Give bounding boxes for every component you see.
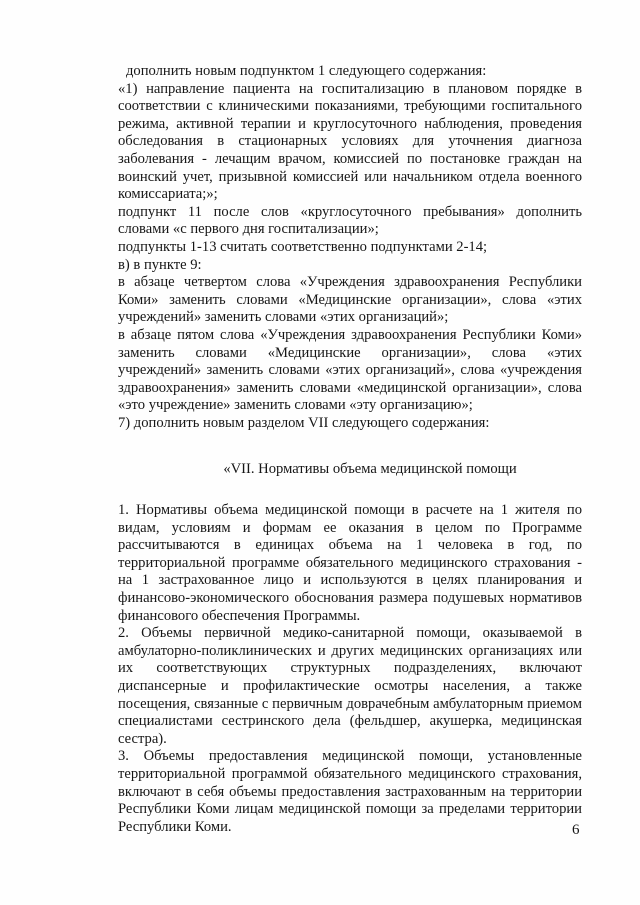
section-paragraph-1: 1. Нормативы объема медицинской помощи в расчете на 1 жителя по видам, условиям и формам ее оказания в целом по Программе рассчитываются в единицах объема на 1 человека в год, по территориальной программе обязательного медицинского страхования - на 1 застрахованное лицо и используются в целях планирования и финансово-экономического обоснования размера подушевых нормативов финансового обеспечения Программы. bbox=[118, 502, 582, 624]
paragraph-intro-7: в абзаце пятом слова «Учреждения здравоохранения Республики Коми» заменить словами «Медицинские организации», слова «этих учреждений» заменить словами «этих организаций», слова «учреждения здравоохранения» заменить словами «медицинской организации», слова «это учреждение» заменить словами «эту организацию»; bbox=[118, 326, 582, 414]
paragraph-intro-6: в абзаце четвертом слова «Учреждения здравоохранения Республики Коми» заменить словами «Медицинские организации», слова «этих учреждений» заменить словами «этих организаций»; bbox=[118, 274, 582, 326]
paragraph-intro-5: в) в пункте 9: bbox=[118, 256, 202, 273]
paragraph-intro-3: подпункт 11 после слов «круглосуточного пребывания» дополнить словами «с первого дня госпитализации»; bbox=[118, 203, 582, 238]
page-number: 6 bbox=[572, 822, 580, 838]
document-body bbox=[118, 63, 582, 836]
paragraph-intro-2: «1) направление пациента на госпитализацию в плановом порядке в соответствии с клиническими показаниями, требующими госпитального режима, активной терапии и круглосуточного наблюдения, проведения обследования в стационарных условиях для уточнения диагноза заболевания - лечащим врачом, комиссией по постановке граждан на воинский учет, призывной комиссией или начальником отдела военного комиссариата;»; bbox=[118, 80, 582, 203]
paragraph-intro-1: дополнить новым подпунктом 1 следующего содержания: bbox=[126, 63, 487, 79]
section-heading: «VII. Нормативы объема медицинской помощи bbox=[223, 461, 517, 478]
section-paragraph-3: 3. Объемы предоставления медицинской помощи, установленные территориальной программой обязательного медицинского страхования, включают в себя объемы предоставления застрахованным на территории Республики Коми лицам медицинской помощи за пределами территории Республики Коми. bbox=[118, 748, 582, 835]
section-paragraph-2: 2. Объемы первичной медико-санитарной помощи, оказываемой в амбулаторно-поликлинических и других медицинских организациях или их соответствующих структурных подразделениях, включают диспансерные и профилактические осмотры населения, а также посещения, связанные с первичным доврачебным амбулаторным приемом специалистами сестринского дела (фельдшер, акушерка, медицинская сестра). bbox=[118, 625, 582, 747]
paragraph-intro-4: подпункты 1-13 считать соответственно подпунктами 2-14; bbox=[118, 238, 488, 255]
paragraph-intro-8: 7) дополнить новым разделом VII следующего содержания: bbox=[118, 414, 490, 431]
